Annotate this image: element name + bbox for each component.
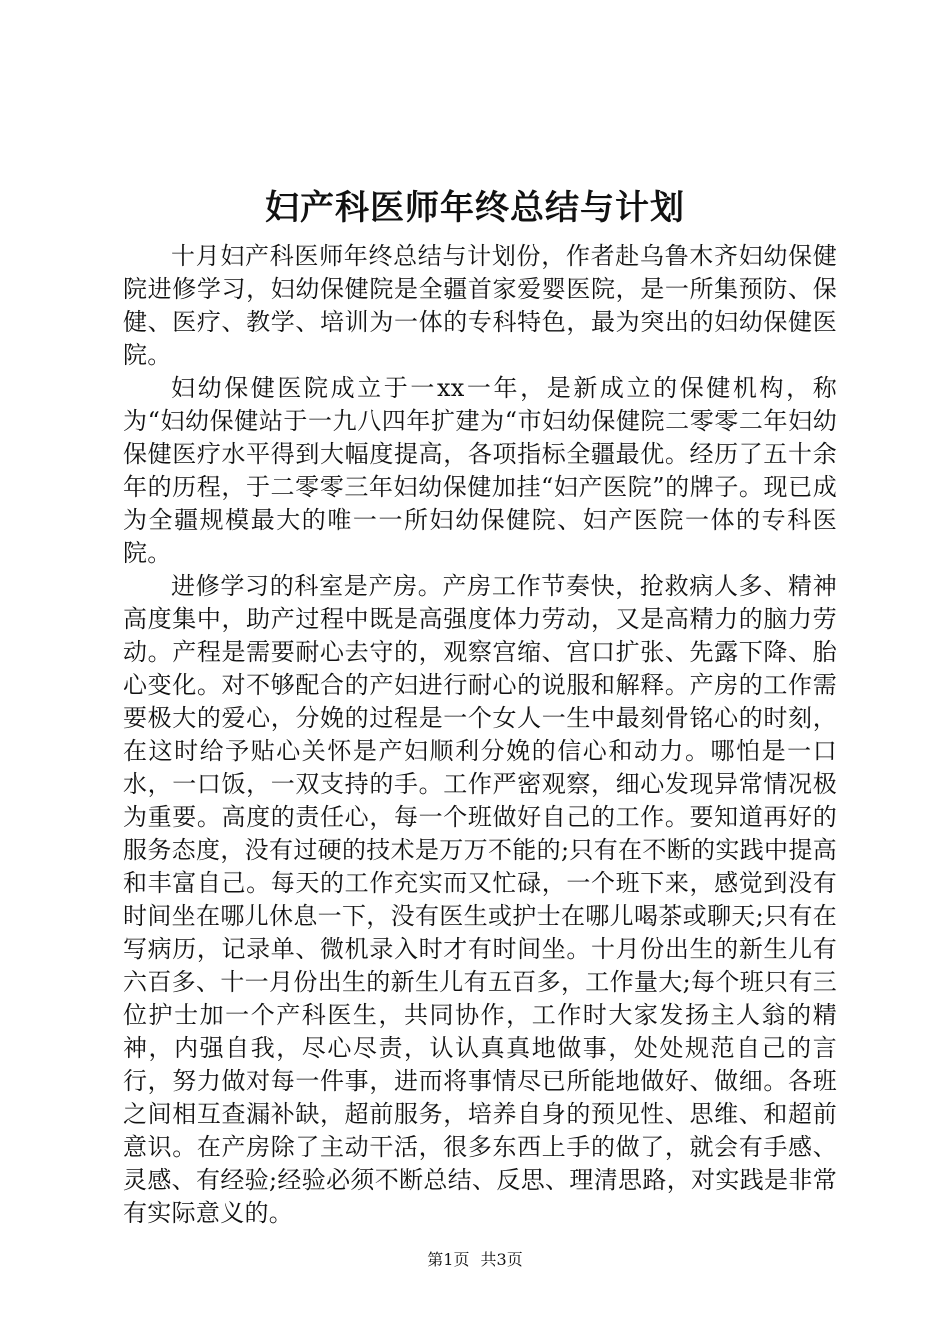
paragraph-2: 妇幼保健医院成立于一xx一年，是新成立的保健机构，称为“妇幼保健站于一九八四年扩建为“市妇幼保健院二零零二年妇幼保健医疗水平得到大幅度提高，各项指标全疆最优。经历了五十余年的历程，于二零零三年妇幼保健加挂“妇产医院”的牌子。现已成为全疆规模最大的唯一一所妇幼保健院、妇产医院一体的专科医院。	[123, 374, 837, 567]
page-footer	[0, 1248, 950, 1272]
page-total: 共3页	[480, 1250, 523, 1269]
paragraph-1: 十月妇产科医师年终总结与计划份，作者赴乌鲁木齐妇幼保健院进修学习，妇幼保健院是全疆首家爱婴医院，是一所集预防、保健、医疗、教学、培训为一体的专科特色，最为突出的妇幼保健医院。	[123, 242, 837, 369]
document-title: 妇产科医师年终总结与计划	[265, 188, 685, 228]
document-body	[123, 240, 837, 1230]
page-number: 第1页	[427, 1250, 470, 1269]
paragraph-3: 进修学习的科室是产房。产房工作节奏快，抢救病人多、精神高度集中，助产过程中既是高强度体力劳动，又是高精力的脑力劳动。产程是需要耐心去守的，观察宫缩、宫口扩张、先露下降、胎心变化。对不够配合的产妇进行耐心的说服和解释。产房的工作需要极大的爱心，分娩的过程是一个女人一生中最刻骨铭心的时刻，在这时给予贴心关怀是产妇顺利分娩的信心和动力。哪怕是一口水，一口饭，一双支持的手。工作严密观察，细心发现异常情况极为重要。高度的责任心，每一个班做好自己的工作。要知道再好的服务态度，没有过硬的技术是万万不能的;只有在不断的实践中提高和丰富自己。每天的工作充实而又忙碌，一个班下来，感觉到没有时间坐在哪儿休息一下，没有医生或护士在哪儿喝茶或聊天;只有在写病历，记录单、微机录入时才有时间坐。十月份出生的新生儿有六百多、十一月份出生的新生儿有五百多，工作量大;每个班只有三位护士加一个产科医生，共同协作，工作时大家发扬主人翁的精神，内强自我，尽心尽责，认认真真地做事，处处规范自己的言行，努力做对每一件事，进而将事情尽已所能地做好、做细。各班之间相互查漏补缺，超前服务，培养自身的预见性、思维、和超前意识。在产房除了主动干活，很多东西上手的做了，就会有手感、灵感、有经验;经验必须不断总结、反思、理清思路，对实践是非常有实际意义的。	[123, 572, 837, 1227]
